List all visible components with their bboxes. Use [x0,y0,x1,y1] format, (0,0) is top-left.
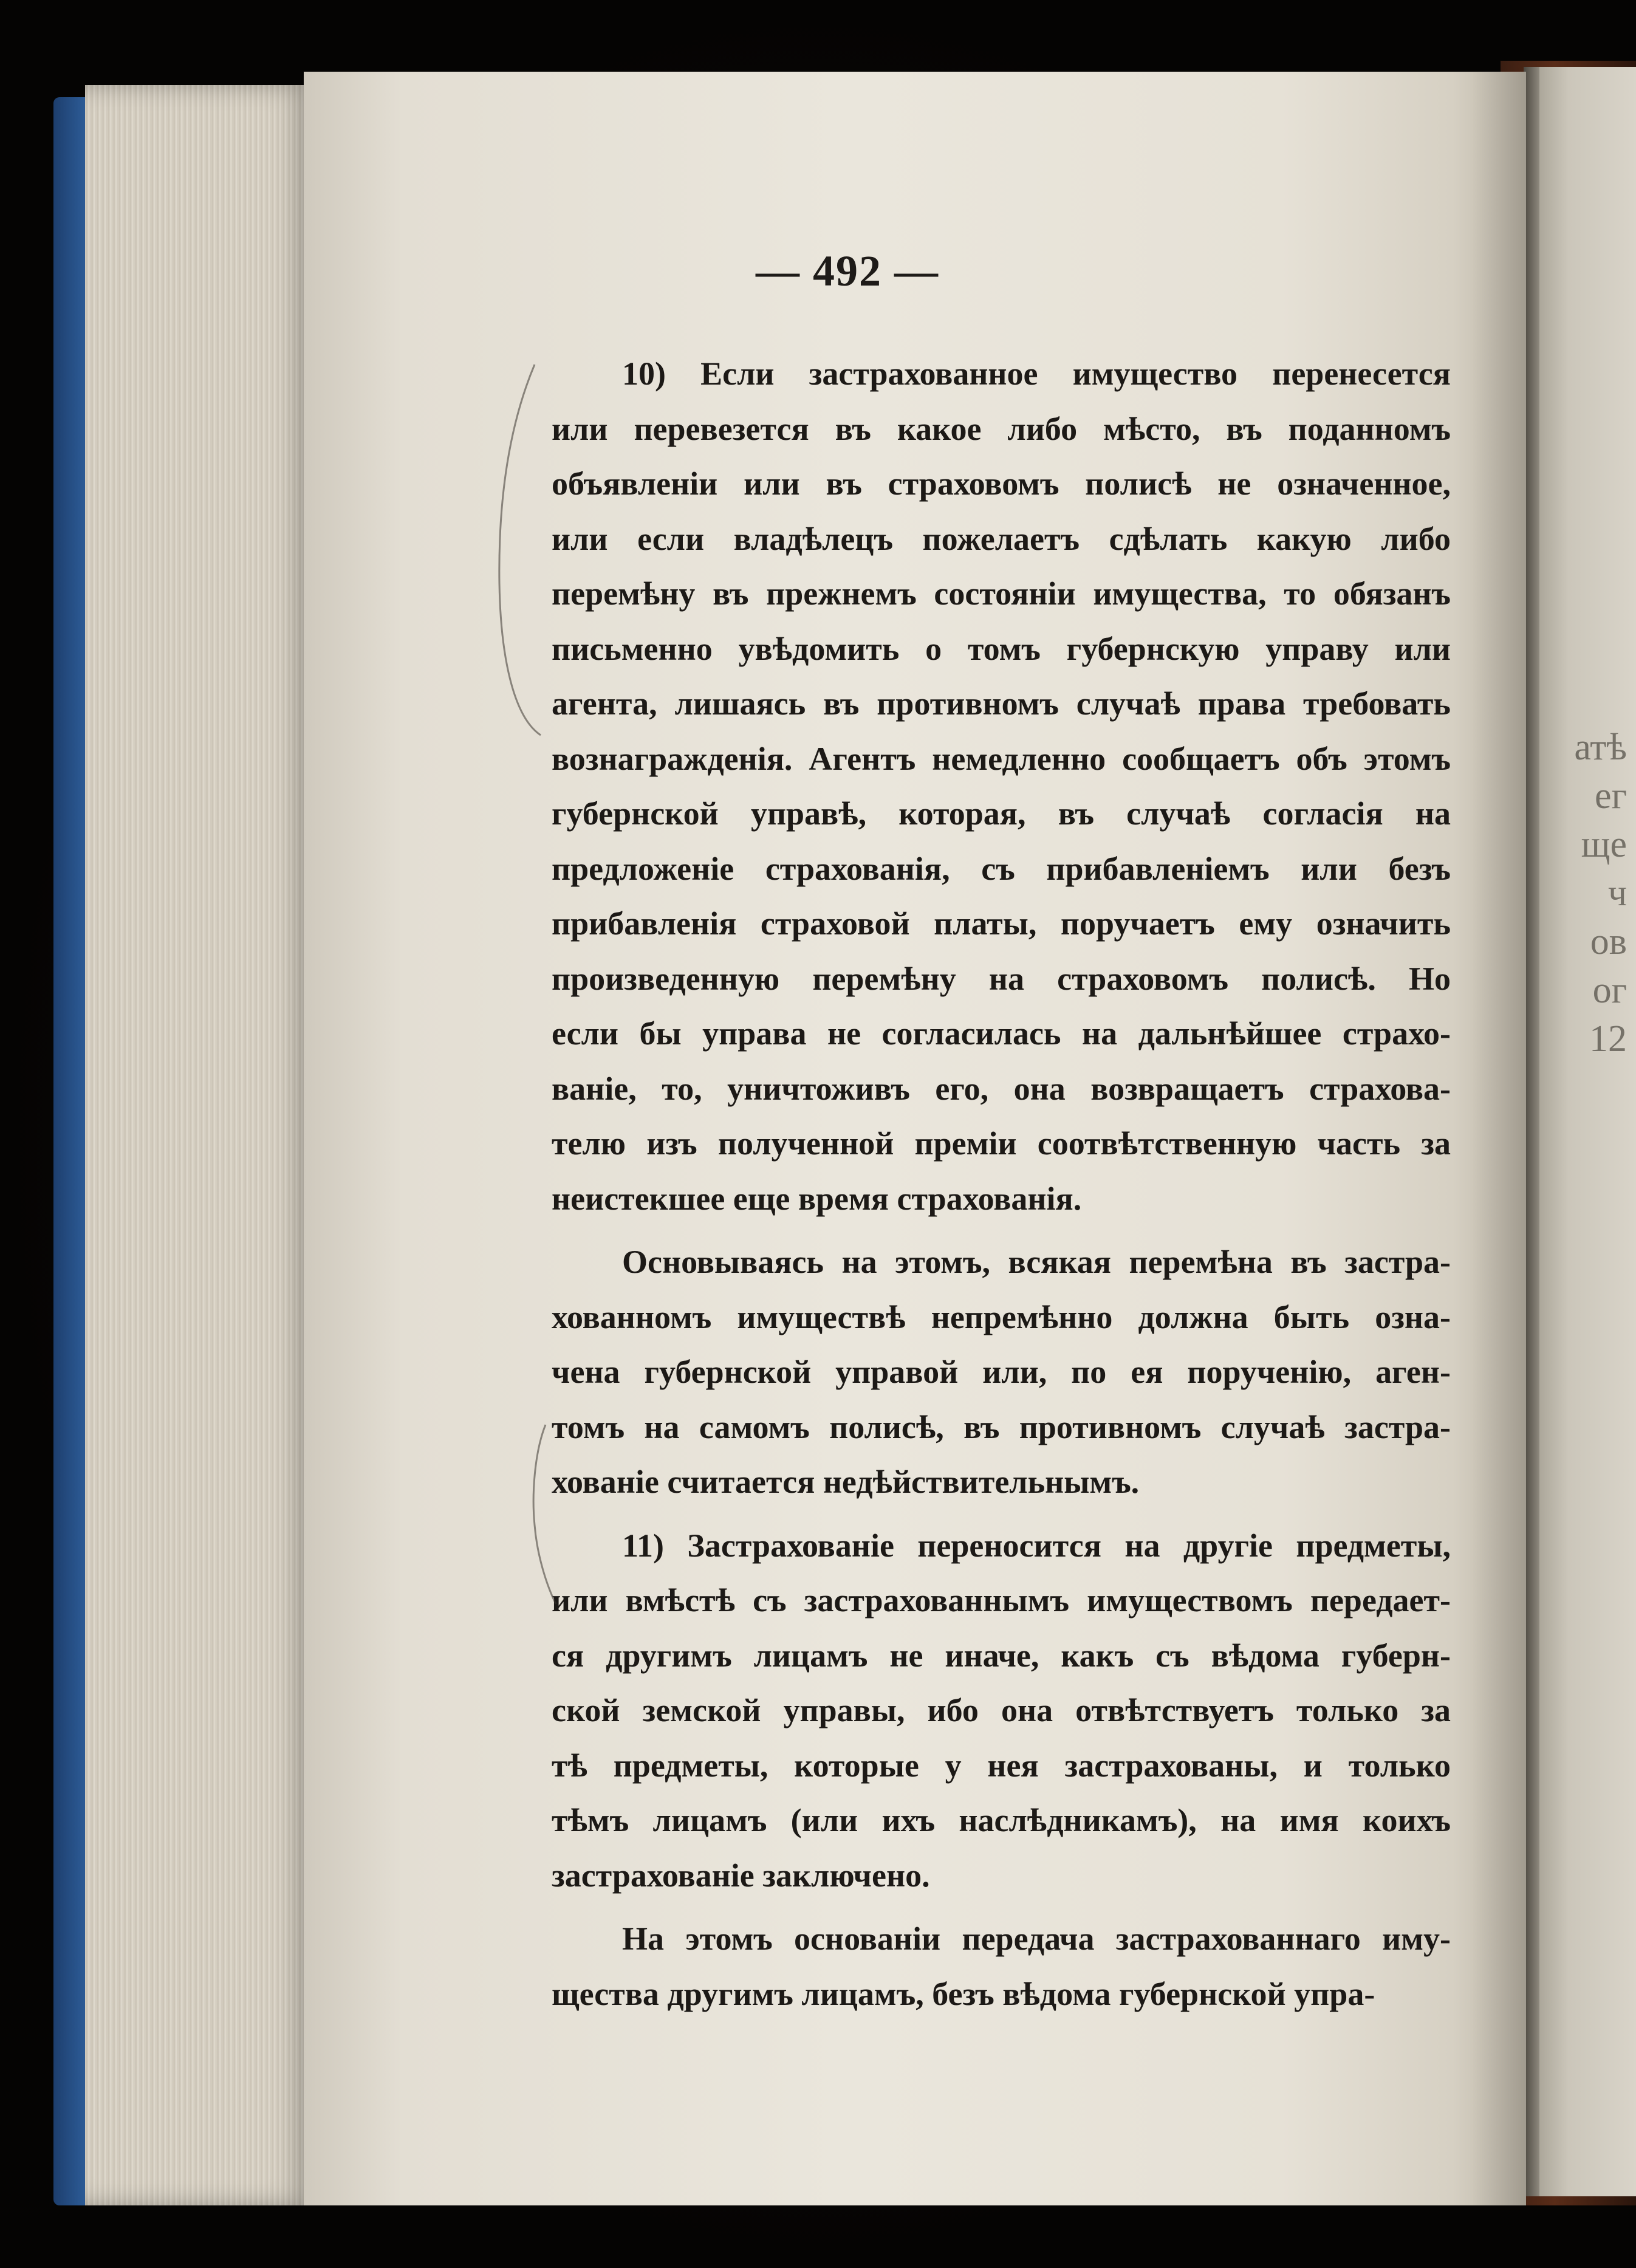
text-line: ской земской управы, ибо она отвѣтствуетъ только за [552,1692,1451,1728]
text-line: вознагражденія. Агентъ немедленно сообщаетъ объ этомъ [552,740,1451,777]
next-page-fragment: атѣ [1574,727,1627,768]
text-line: томъ на самомъ полисѣ, въ противномъ случаѣ застра- [552,1408,1451,1445]
text-line: хованіе считается недѣйствительнымъ. [552,1464,1140,1500]
page-body-text [552,346,1451,2021]
text-line: агента, лишаясь въ противномъ случаѣ права требовать [552,685,1451,722]
text-line: тѣмъ лицамъ (или ихъ наслѣдникамъ), на имя коихъ [552,1802,1451,1838]
next-page-fragment: 12 [1589,1018,1627,1060]
text-line: тѣ предметы, которые у нея застрахованы, и только [552,1747,1451,1784]
text-line: предложеніе страхованія, съ прибавленіемъ или безъ [552,850,1451,887]
text-line: если бы управа не согласилась на дальнѣйшее страхо- [552,1015,1451,1052]
paragraph-p11 [552,1518,1451,1903]
paragraph-p10 [552,346,1451,1226]
book-page-edges [85,85,316,2205]
text-line: произведенную перемѣну на страховомъ полисѣ. Но [552,960,1451,997]
text-line: 11) Застрахованіе переносится на другіе предметы, [622,1527,1451,1564]
text-line: или перевезется въ какое либо мѣсто, въ поданномъ [552,410,1451,447]
text-line: перемѣну въ прежнемъ состояніи имущества, то обязанъ [552,575,1451,612]
text-line: телю изъ полученной преміи соотвѣтственную часть за [552,1125,1451,1162]
paragraph-p11b [552,1911,1451,2021]
next-page-fragment: ег [1595,775,1627,817]
text-line: чена губернской управой или, по ея порученію, аген- [552,1354,1451,1390]
text-line: Основываясь на этомъ, всякая перемѣна въ застра- [622,1244,1451,1280]
next-page-fragment: ч [1607,872,1627,914]
page-number: — 492 — [756,247,939,295]
next-page-text-fragments [1554,723,1627,1063]
text-line: или вмѣстѣ съ застрахованнымъ имуществомъ передает- [552,1582,1451,1619]
text-line: ся другимъ лицамъ не иначе, какъ съ вѣдома губерн- [552,1637,1451,1674]
next-page-fragment: ог [1592,970,1627,1011]
text-line: губернской управѣ, которая, въ случаѣ согласія на [552,795,1451,832]
text-line: ваніе, то, уничтоживъ его, она возвращаетъ страхова- [552,1070,1451,1107]
text-line: застрахованіе заключено. [552,1857,930,1894]
text-line: неистекшее еще время страхованія. [552,1180,1082,1217]
text-line: или если владѣлецъ пожелаетъ сдѣлать какую либо [552,520,1451,557]
next-page-sliver [1524,67,1636,2196]
text-line: письменно увѣдомить о томъ губернскую управу или [552,630,1451,667]
next-page-fragment: ще [1581,824,1627,865]
text-line: прибавленія страховой платы, поручаетъ ему означить [552,905,1451,942]
text-line: объявленіи или въ страховомъ полисѣ не означенное, [552,465,1451,502]
text-line: щества другимъ лицамъ, безъ вѣдома губернской упра- [552,1975,1375,2012]
text-line: хованномъ имуществѣ непремѣнно должна быть озна- [552,1298,1451,1335]
next-page-fragment: ов [1590,921,1627,962]
paragraph-p10b [552,1235,1451,1510]
text-line: На этомъ основаніи передача застрахованнаго иму- [622,1920,1451,1957]
text-line: 10) Если застрахованное имущество перенесется [622,355,1451,392]
